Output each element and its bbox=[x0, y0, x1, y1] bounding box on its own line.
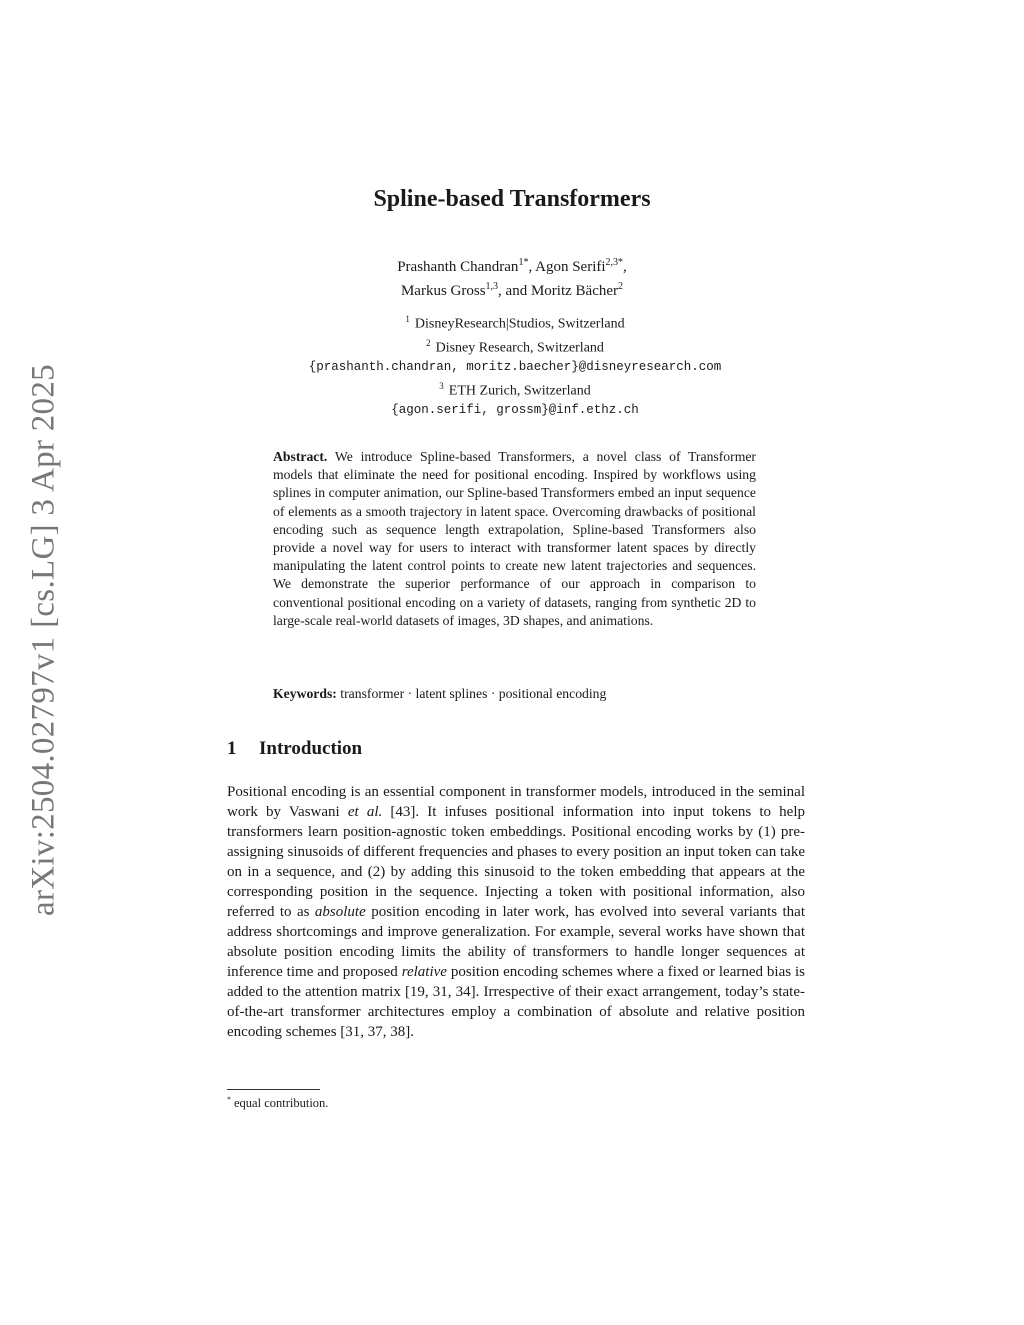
footnote bbox=[227, 1095, 328, 1111]
keywords-label: Keywords: bbox=[273, 686, 337, 701]
affiliation-line bbox=[0, 377, 1024, 401]
paper-title: Spline-based Transformers bbox=[373, 186, 651, 212]
affiliation-line bbox=[0, 334, 1024, 358]
author-name: Moritz Bächer bbox=[530, 283, 619, 299]
footnote-mark: * bbox=[227, 1095, 231, 1104]
affiliation-number: 1 bbox=[405, 314, 410, 324]
affiliation-line bbox=[0, 310, 1024, 334]
section-title: Introduction bbox=[259, 738, 363, 759]
section-number: 1 bbox=[227, 738, 237, 759]
affiliation-number: 2 bbox=[426, 338, 431, 349]
keywords bbox=[273, 686, 756, 702]
author-name: Agon Serifi bbox=[535, 259, 606, 275]
affiliation-name: Disney Research, Switzerland bbox=[435, 340, 604, 356]
author-separator: , bbox=[623, 259, 627, 275]
arxiv-identifier-stamp: arXiv:2504.02797v1 [cs.LG] 3 Apr 2025 bbox=[25, 364, 62, 916]
author-line-1 bbox=[0, 253, 1024, 277]
author-name: Prashanth Chandran bbox=[397, 259, 519, 275]
keywords-text: transformer · latent splines · positional encoding bbox=[340, 686, 607, 701]
affiliation-email: {agon.serifi, grossm}@inf.ethz.ch bbox=[391, 402, 639, 417]
author-line-2 bbox=[0, 277, 1024, 301]
author-separator: , and bbox=[498, 283, 531, 299]
author-affil-mark: 2,3* bbox=[605, 257, 624, 268]
footnote-text: equal contribution. bbox=[234, 1096, 329, 1111]
author-separator: , bbox=[528, 259, 536, 275]
abstract-label: Abstract. bbox=[273, 449, 328, 464]
author-name: Markus Gross bbox=[400, 283, 486, 299]
affiliation-number: 3 bbox=[439, 380, 444, 391]
intro-emphasis: relative bbox=[401, 964, 447, 980]
author-affil-mark: 1* bbox=[518, 257, 529, 268]
intro-text: [43]. It infuses positional information into input tokens to help transformers learn position-agnostic token embeddings. Positional encoding works by (1) pre-assigning sinusoids of different frequencies and phases to every position an input token can take on in a sequence, and (2) by adding this sinusoid to the token embedding that appears at the corresponding position in the sequence. Injecting a token with positional information, also referred to as bbox=[227, 804, 805, 920]
affiliation-name: ETH Zurich, Switzerland bbox=[448, 383, 591, 399]
intro-text: position encoding schemes where a fixed or learned bias is added to the attention matrix [19, 31, 34]. Irrespective of their exact arrangement, today’s state-of-the-art transformer architectures employ a combination of absolute and relative position encoding schemes [31, 37, 38]. bbox=[227, 964, 805, 1040]
intro-text: Positional encoding is an essential component in transformer models, introduced in the seminal work by Vaswani bbox=[227, 784, 805, 820]
intro-emphasis: absolute bbox=[314, 904, 366, 920]
intro-text: position encoding in later work, has evolved into several variants that address shortcomings and improve generalization. For example, several works have shown that absolute position encoding limits the ability of transformers to handle longer sequences at inference time and proposed bbox=[227, 904, 805, 980]
affiliation-email: {prashanth.chandran, moritz.baecher}@disneyresearch.com bbox=[308, 360, 722, 375]
affiliation-name: DisneyResearch|Studios, Switzerland bbox=[414, 316, 625, 332]
introduction-paragraph bbox=[227, 782, 805, 1042]
section-heading-introduction bbox=[227, 738, 362, 760]
footnote-divider bbox=[227, 1089, 320, 1090]
abstract-text: We introduce Spline-based Transformers, a novel class of Transformer models that eliminate the need for positional encoding. Inspired by workflows using splines in computer animation, our Spline-based Transformers embed an input sequence of elements as a smooth trajectory in latent space. Overcoming drawbacks of positional encoding such as sequence length extrapolation, Spline-based Transformers also provide a novel way for users to interact with transformer latent spaces by directly manipulating the latent control points to create new latent trajectories and sequences. We demonstrate the superior performance of our approach in comparison to conventional positional encoding on a variety of datasets, ranging from synthetic 2D to large-scale real-world datasets of images, 3D shapes, and animations. bbox=[273, 449, 756, 628]
author-list bbox=[0, 253, 1024, 301]
author-affil-mark: 2 bbox=[618, 281, 624, 292]
abstract bbox=[273, 448, 756, 630]
intro-emphasis: et al. bbox=[347, 804, 383, 820]
author-affil-mark: 1,3 bbox=[485, 281, 499, 292]
affiliation-block bbox=[0, 310, 1024, 419]
